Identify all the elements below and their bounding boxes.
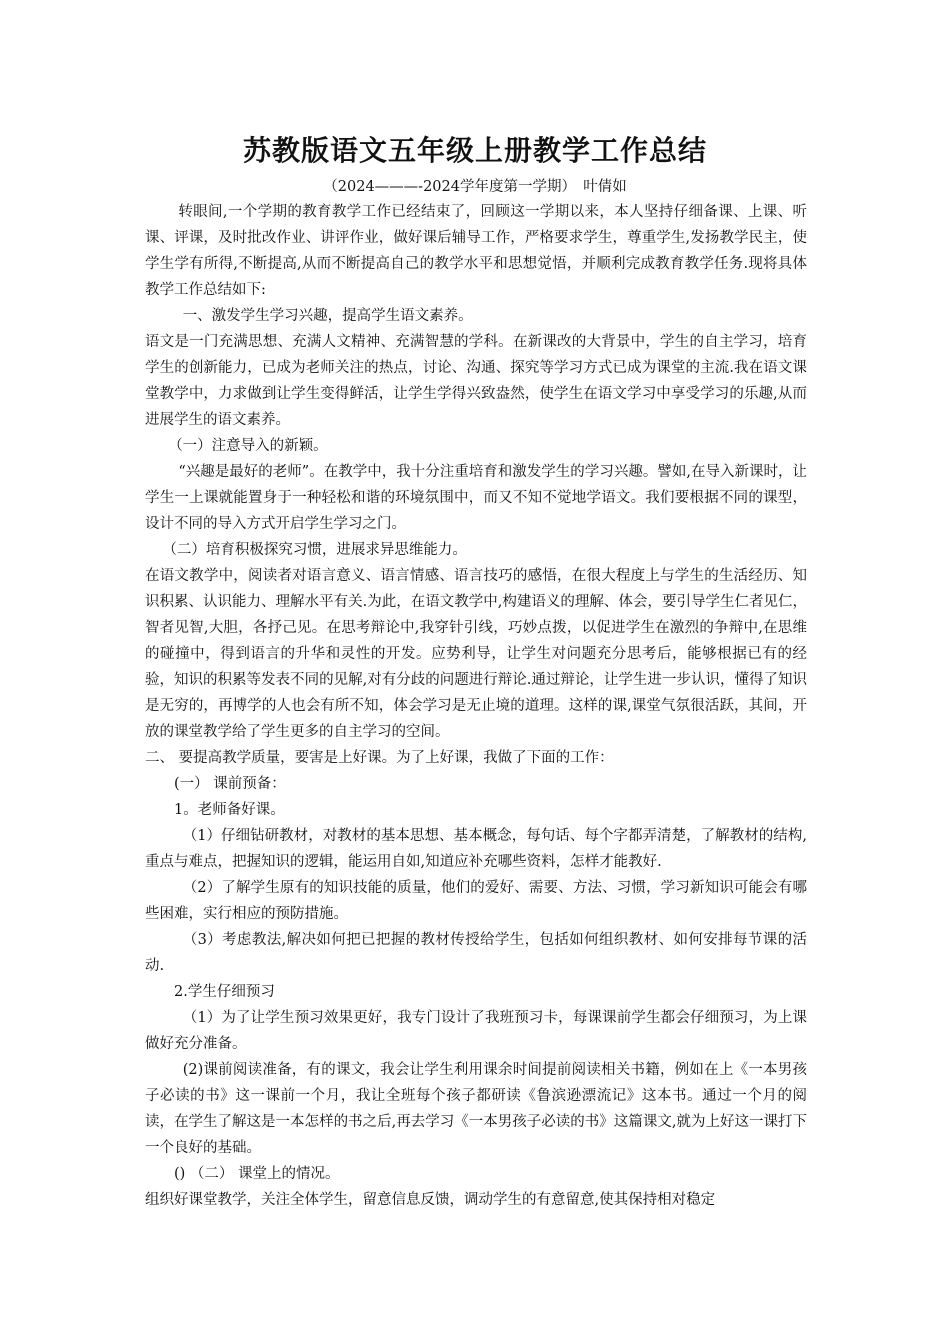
heading-section-2: 二、 要提高教学质量，要害是上好课。为了上好课，我做了下面的工作：: [145, 750, 614, 766]
list-item: （2）了解学生原有的知识技能的质量，他们的爱好、需要、方法、习惯，学习新知识可能会有哪些困难，实行相应的预防措施。: [145, 880, 807, 922]
list-heading: 1。老师备好课。: [174, 802, 285, 818]
subheading: (一） 课前预备：: [174, 776, 286, 792]
document-body: [145, 199, 807, 1213]
subheading: () （二） 课堂上的情况。: [174, 1166, 340, 1182]
paragraph: 组织好课堂教学，关注全体学生，留意信息反馈，调动学生的有意留意,使其保持相对稳定: [145, 1192, 716, 1208]
document-title: 苏教版语文五年级上册教学工作总结: [242, 134, 707, 167]
list-item: （3）考虑教法,解决如何把已把握的教材传授给学生，包括如何组织教材、如何安排每节课的活动.: [145, 932, 807, 974]
list-item: （1）仔细钻研教材，对教材的基本思想、基本概念，每句话、每个字都弄清楚，了解教材的结构,重点与难点，把握知识的逻辑，能运用自如,知道应补充哪些资料，怎样才能教好.: [145, 828, 807, 870]
list-item: （1）为了让学生预习效果更好，我专门设计了我班预习卡，每课课前学生都会仔细预习，为上课做好充分准备。: [145, 1010, 807, 1052]
heading-section-1: 一、激发学生学习兴趣，提高学生语文素养。: [182, 308, 473, 324]
paragraph-intro: 转眼间,一个学期的教育教学工作已经结束了，回顾这一学期以来，本人坚持仔细备课、上课、听课、评课，及时批改作业、讲评作业，做好课后辅导工作，严格要求学生，尊重学生,发扬教学民主，使学生学有所得,不断提高,从而不断提高自己的教学水平和思想觉悟，并顺利完成教育教学任务.现将具体教学工作总结如下:: [145, 204, 807, 298]
subheading: （一）注意导入的新颖。: [168, 438, 328, 454]
document-subtitle: （2024———-2024学年度第一学期） 叶倩如: [323, 179, 627, 195]
subheading: （二）培育积极探究习惯，进展求异思维能力。: [162, 542, 467, 558]
paragraph: 语文是一门充满思想、充满人文精神、充满智慧的学科。在新课改的大背景中，学生的自主学习，培育学生的创新能力，已成为老师关注的热点，讨论、沟通、探究等学习方式已成为课堂的主流.我在语文课堂教学中，力求做到让学生变得鲜活，让学生学得兴致盎然，使学生在语文学习中享受学习的乐趣,从而进展学生的语文素养。: [145, 334, 807, 428]
list-item: (2)课前阅读准备，有的课文，我会让学生利用课余时间提前阅读相关书籍，例如在上《一本男孩子必读的书》这一课前一个月，我让全班每个孩子都研读《鲁滨逊漂流记》这本书。通过一个月的阅读，在学生了解这是一本怎样的书之后,再去学习《一本男孩子必读的书》这篇课文,就为上好这一课打下一个良好的基础。: [145, 1062, 807, 1156]
list-heading: 2.学生仔细预习: [174, 984, 275, 1000]
paragraph: “兴趣是最好的老师”。在教学中，我十分注重培育和激发学生的学习兴趣。譬如,在导入新课时，让学生一上课就能置身于一种轻松和谐的环境氛围中，而又不知不觉地学语文。我们要根据不同的课型，设计不同的导入方式开启学生学习之门。: [145, 464, 807, 532]
paragraph: 在语文教学中，阅读者对语言意义、语言情感、语言技巧的感悟，在很大程度上与学生的生活经历、知识积累、认识能力、理解水平有关.为此，在语文教学中,构建语义的理解、体会，要引导学生仁者见仁，智者见智,大胆，各抒己见。在思考辩论中,我穿针引线，巧妙点拨，以促进学生在激烈的争辩中,在思维的碰撞中，得到语言的升华和灵性的开发。应势利导，让学生对问题充分思考后，能够根据已有的经验，知识的积累等发表不同的见解,对有分歧的问题进行辩论.通过辩论，让学生进一步认识，懂得了知识是无穷的，再博学的人也会有所不知，体会学习是无止境的道理。这样的课,课堂气氛很活跃，其间，开放的课堂教学给了学生更多的自主学习的空间。: [145, 568, 807, 740]
